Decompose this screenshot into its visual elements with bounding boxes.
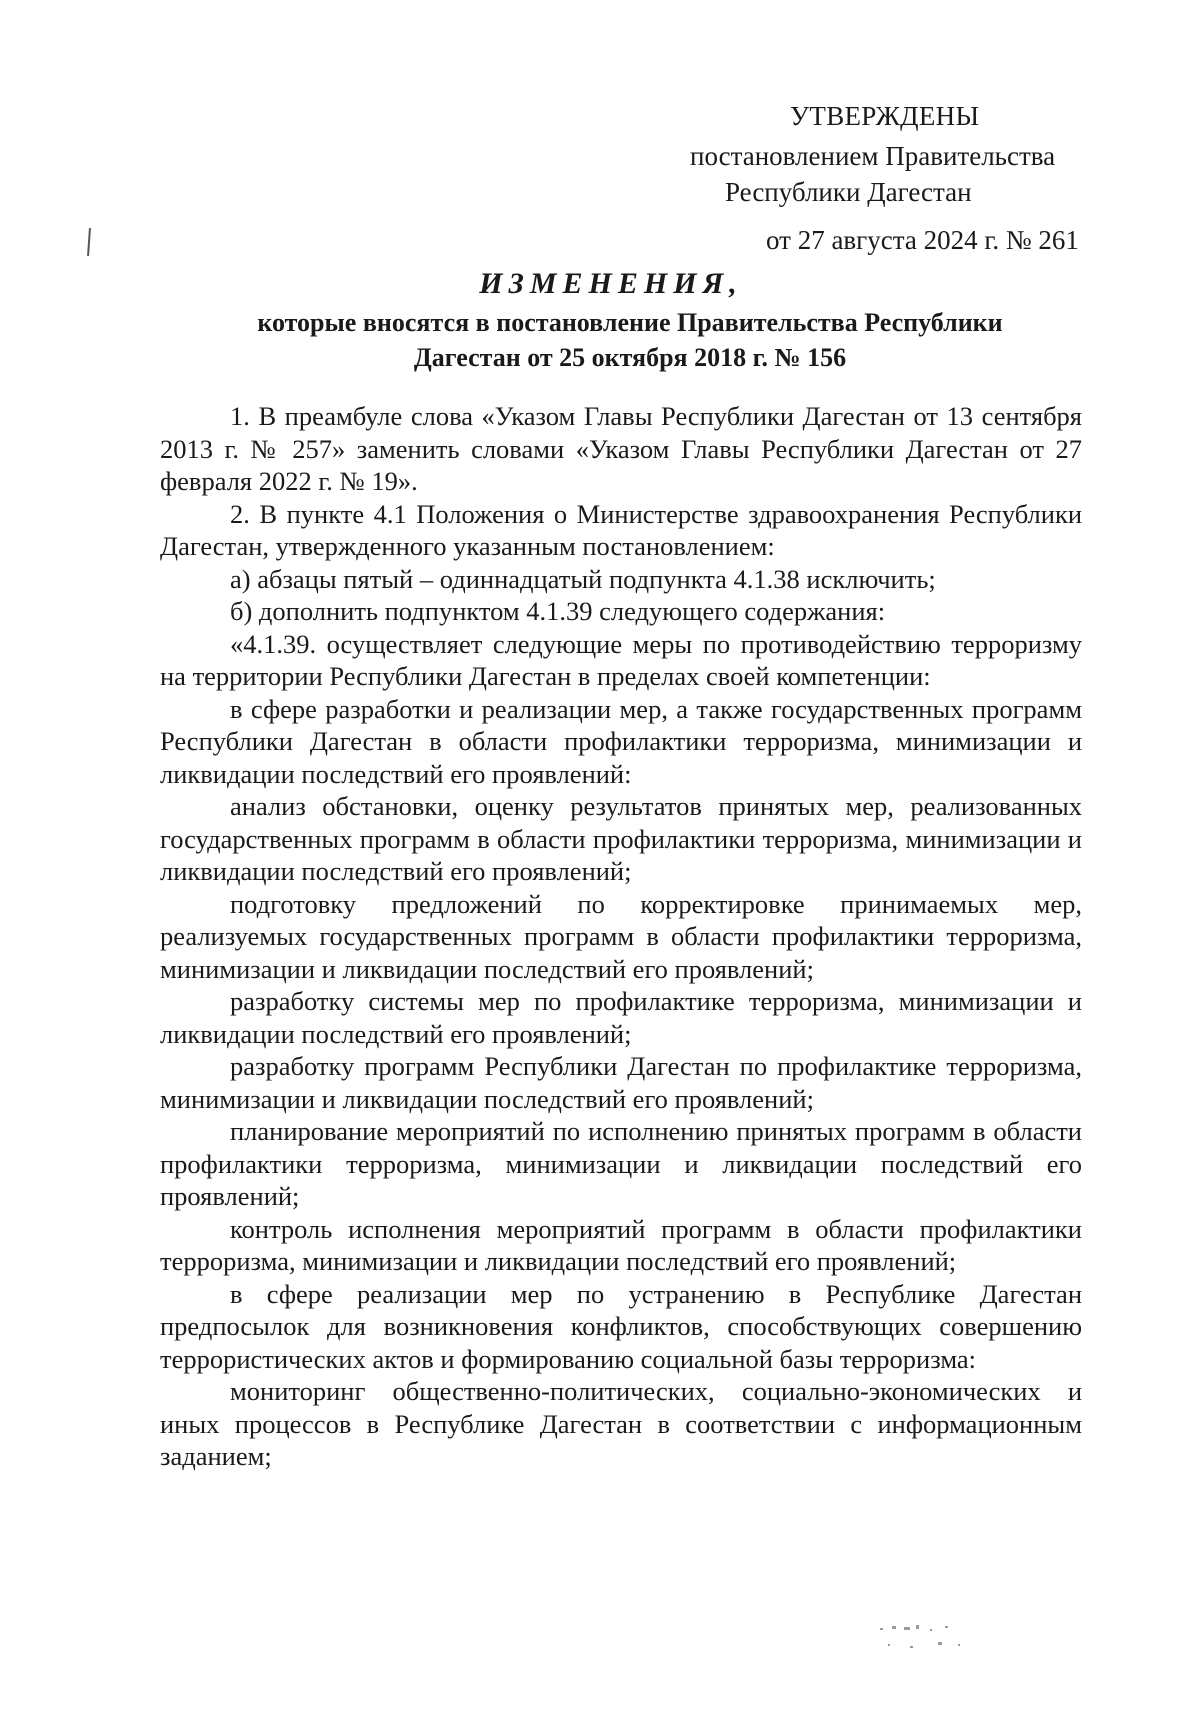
document-title: ИЗМЕНЕНИЯ, <box>479 267 743 300</box>
subtitle-line-1: которые вносятся в постановление Правительства Республики <box>257 308 1003 337</box>
approval-line-1: постановлением Правительства <box>690 141 1056 171</box>
paragraph-6: в сфере разработки и реализации мер, а также государственных программ Республики Дагестан в области профилактики терроризма, минимизации и ликвидации последствий его проявлений: <box>160 693 1082 789</box>
approval-line-2: Республики Дагестан <box>725 177 972 207</box>
paragraph-14: мониторинг общественно-политических, социально-экономических и иных процессов в Республике Дагестан в соответствии с информационным заданием; <box>160 1376 1082 1471</box>
paragraph-1: 1. В преамбуле слова «Указом Главы Республики Дагестан от 13 сентября 2013 г. № 257» заменить словами «Указом Главы Республики Дагестан от 27 февраля 2022 г. № 19». <box>160 401 1082 496</box>
paragraph-7: анализ обстановки, оценку результатов принятых мер, реализованных государственных программ в области профилактики терроризма, минимизации и ликвидации последствий его проявлений; <box>160 791 1082 886</box>
paragraph-11: планирование мероприятий по исполнению принятых программ в области профилактики терроризма, минимизации и ликвидации последствий его проявлений; <box>160 1116 1082 1211</box>
approval-date: от 27 августа 2024 г. № 261 <box>766 225 1079 255</box>
paragraph-4: б) дополнить подпунктом 4.1.39 следующего содержания: <box>230 596 886 626</box>
paragraph-10: разработку программ Республики Дагестан по профилактике терроризма, минимизации и ликвидации последствий его проявлений; <box>160 1051 1082 1114</box>
paragraph-13: в сфере реализации мер по устранению в Республике Дагестан предпосылок для возникновения конфликтов, способствующих совершению террористических актов и формированию социальной базы терроризма: <box>160 1278 1082 1374</box>
scan-margin-mark <box>87 228 91 256</box>
paragraph-9: разработку системы мер по профилактике терроризма, минимизации и ликвидации последствий его проявлений; <box>160 986 1082 1049</box>
paragraph-12: контроль исполнения мероприятий программ в области профилактики терроризма, минимизации и ликвидации последствий его проявлений; <box>160 1213 1082 1276</box>
subtitle-line-2: Дагестан от 25 октября 2018 г. № 156 <box>413 343 847 372</box>
paragraph-3: а) абзацы пятый – одиннадцатый подпункта 4.1.38 исключить; <box>230 563 936 594</box>
scan-artifact <box>870 1620 990 1660</box>
document-body <box>160 400 1082 1473</box>
paragraph-2: 2. В пункте 4.1 Положения о Министерстве здравоохранения Республики Дагестан, утвержденного указанным постановлением: <box>160 498 1082 561</box>
document-subtitle <box>160 305 1100 375</box>
paragraph-8: подготовку предложений по корректировке принимаемых мер, реализуемых государственных программ в области профилактики терроризма, минимизации и ликвидации последствий его проявлений; <box>160 888 1082 984</box>
paragraph-5: «4.1.39. осуществляет следующие меры по противодействию терроризму на территории Республики Дагестан в пределах своей компетенции: <box>160 628 1082 691</box>
approval-title: УТВЕРЖДЕНЫ <box>790 101 980 131</box>
